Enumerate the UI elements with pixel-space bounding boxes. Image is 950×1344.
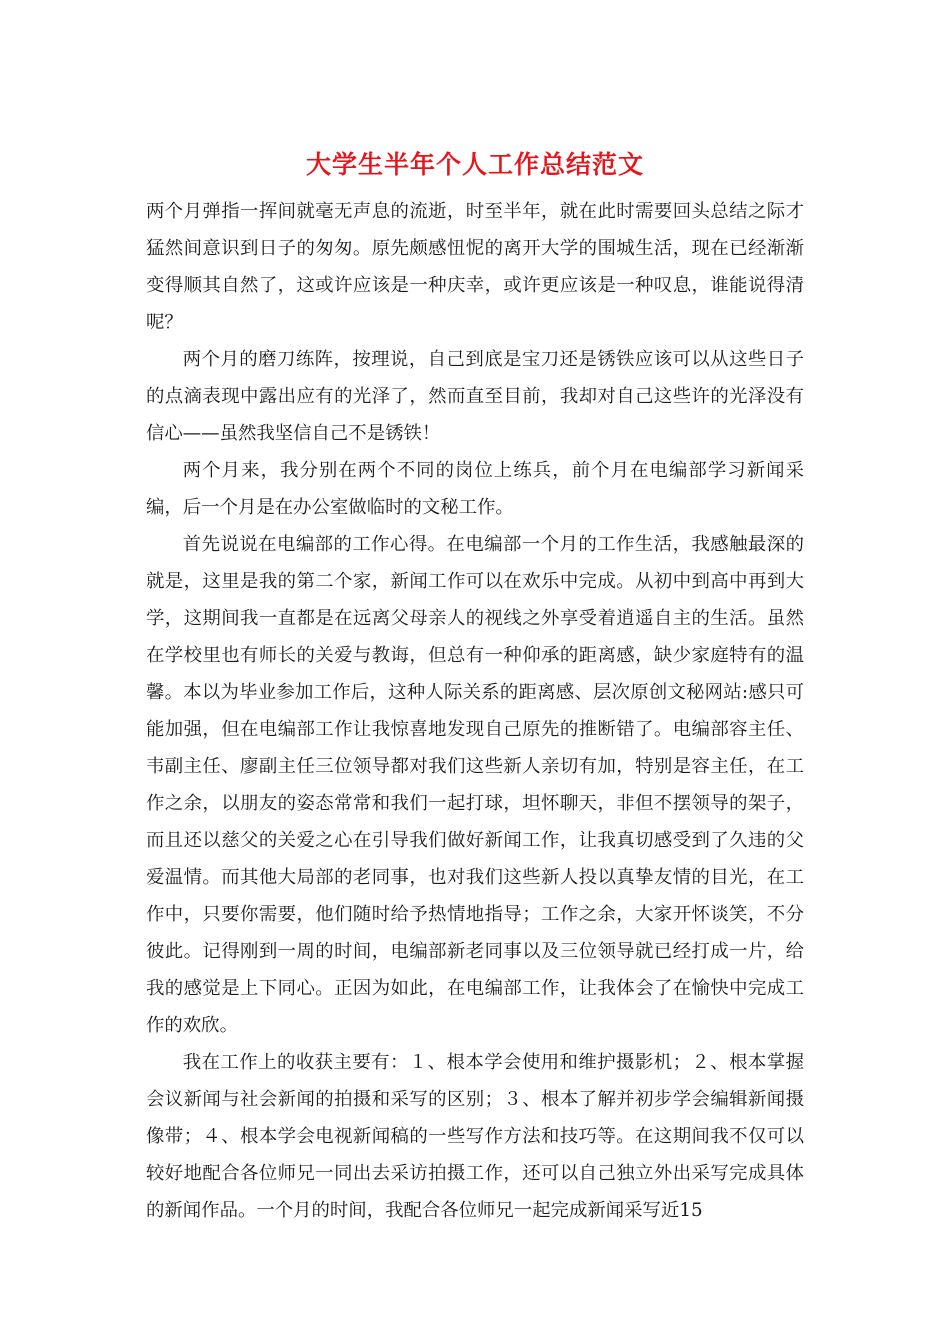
document-body [146, 193, 804, 1229]
paragraph-2: 两个月的磨刀练阵，按理说，自己到底是宝刀还是锈铁应该可以从这些日子的点滴表现中露出应有的光泽了，然而直至目前，我却对自己这些许的光泽没有信心——虽然我坚信自己不是锈铁！ [146, 349, 804, 444]
paragraph-1: 两个月弹指一挥间就毫无声息的流逝，时至半年，就在此时需要回头总结之际才猛然间意识到日子的匆匆。原先颇感忸怩的离开大学的围城生活，现在已经渐渐变得顺其自然了，这或许应该是一种庆幸，或许更应该是一种叹息，谁能说得清呢？ [146, 201, 804, 333]
paragraph-5: 我在工作上的收获主要有：１、根本学会使用和维护摄影机；２、根本掌握会议新闻与社会新闻的拍摄和采写的区别；３、根本了解并初步学会编辑新闻摄像带；４、根本学会电视新闻稿的一些写作方法和技巧等。在这期间我不仅可以较好地配合各位师兄一同出去采访拍摄工作，还可以自己独立外出采写完成具体的新闻作品。一个月的时间，我配合各位师兄一起完成新闻采写近15 [146, 1052, 804, 1221]
paragraph-4: 首先说说在电编部的工作心得。在电编部一个月的工作生活，我感触最深的就是，这里是我的第二个家，新闻工作可以在欢乐中完成。从初中到高中再到大学，这期间我一直都是在远离父母亲人的视线之外享受着逍遥自主的生活。虽然在学校里也有师长的关爱与教诲，但总有一种仰承的距离感，缺少家庭特有的温馨。本以为毕业参加工作后，这种人际关系的距离感、层次原创文秘网站:感只可能加强，但在电编部工作让我惊喜地发现自己原先的推断错了。电编部容主任、韦副主任、廖副主任三位领导都对我们这些新人亲切有加，特别是容主任，在工作之余，以朋友的姿态常常和我们一起打球，坦怀聊天，非但不摆领导的架子，而且还以慈父的关爱之心在引导我们做好新闻工作，让我真切感受到了久违的父爱温情。而其他大局部的老同事，也对我们这些新人投以真挚友情的目光，在工作中，只要你需要，他们随时给予热情地指导；工作之余，大家开怀谈笑，不分彼此。记得刚到一周的时间，电编部新老同事以及三位领导就已经打成一片，给我的感觉是上下同心。正因为如此，在电编部工作，让我体会了在愉快中完成工作的欢欣。 [146, 534, 804, 1036]
paragraph-3: 两个月来，我分别在两个不同的岗位上练兵，前个月在电编部学习新闻采编，后一个月是在办公室做临时的文秘工作。 [146, 460, 804, 518]
document-title: 大学生半年个人工作总结范文 [305, 150, 644, 179]
